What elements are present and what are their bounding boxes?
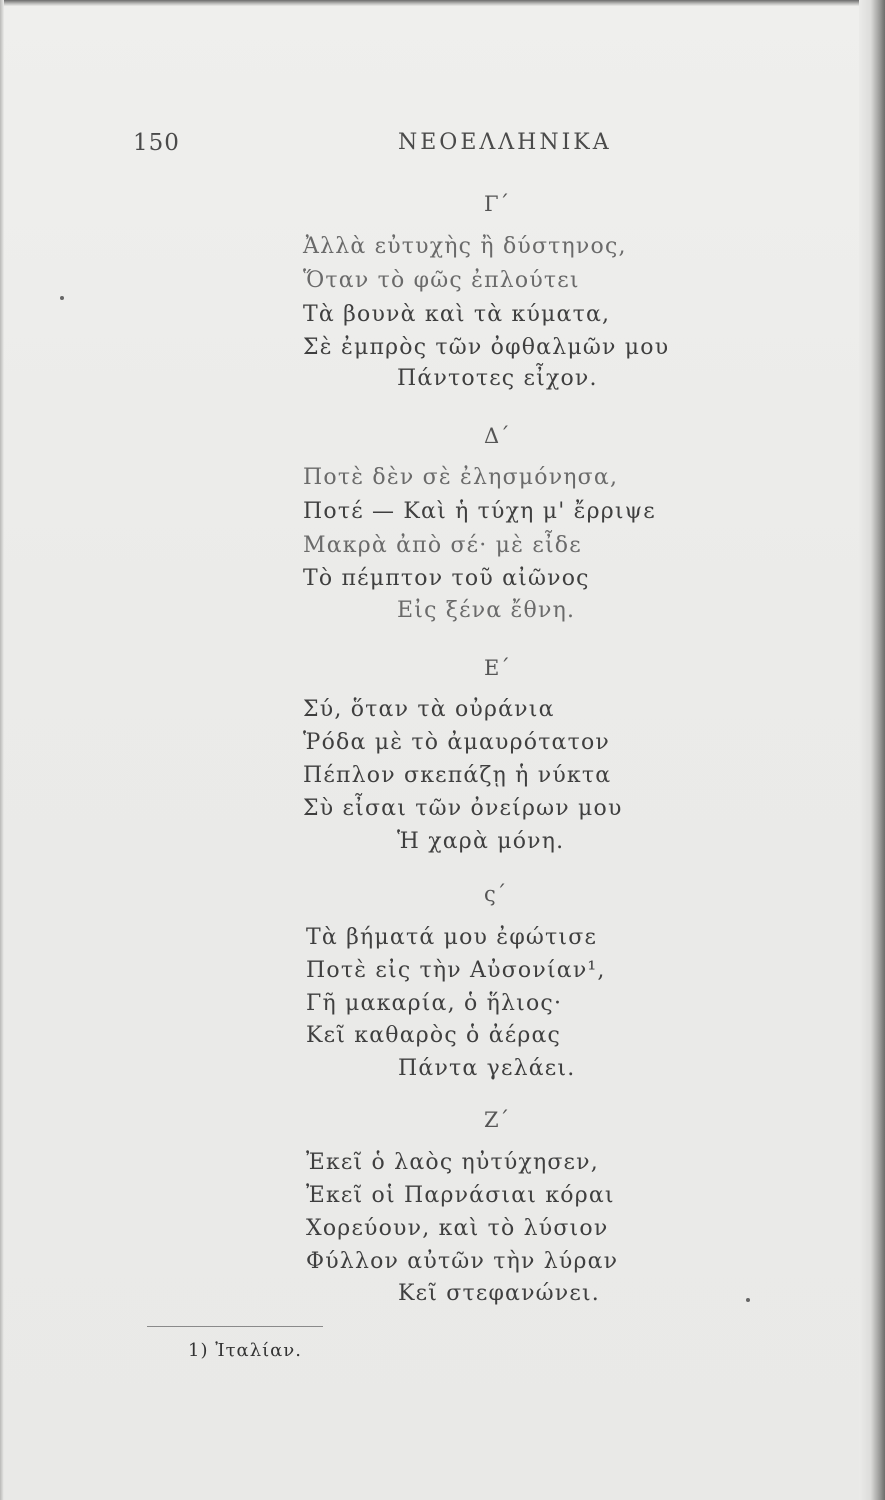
- verse-line: Σύ, ὅταν τὰ οὐράνια: [303, 697, 555, 722]
- verse-line: Φύλλον αὐτῶν τὴν λύραν: [306, 1249, 619, 1274]
- verse-line: Πέπλον σκεπάζῃ ἡ νύκτα: [303, 763, 612, 788]
- stanza-numeral: Δ΄: [484, 424, 510, 448]
- stanza-numeral: Γ΄: [484, 192, 510, 216]
- verse-line: Ποτέ — Καὶ ἡ τύχη μ' ἔρριψε: [303, 499, 656, 524]
- verse-line: Ἐκεῖ ὁ λαὸς ηὐτύχησεν,: [306, 1150, 599, 1175]
- page-top-edge: [0, 0, 885, 6]
- verse-line: Ῥόδα μὲ τὸ ἀμαυρότατον: [303, 730, 611, 755]
- verse-line: Κεῖ καθαρὸς ὁ ἀέρας: [306, 1023, 562, 1048]
- verse-line: Κεῖ στεφανώνει.: [398, 1281, 601, 1306]
- verse-line: Ὅταν τὸ φῶς ἐπλούτει: [303, 268, 580, 293]
- verse-line: Ἡ χαρὰ μόνη.: [397, 829, 565, 854]
- verse-line: Πάντα γελάει.: [398, 1056, 576, 1081]
- verse-line: Τὰ βήματά μου ἐφώτισε: [306, 925, 598, 950]
- verse-line: Ἀλλὰ εὐτυχὴς ἢ δύστηνος,: [303, 234, 627, 259]
- print-speck: [60, 296, 64, 300]
- page-left-edge: [0, 0, 4, 1500]
- verse-line: Τὰ βουνὰ καὶ τὰ κύματα,: [303, 302, 611, 327]
- verse-line: Σὺ εἶσαι τῶν ὀνείρων μου: [303, 796, 623, 821]
- print-speck: [746, 1298, 750, 1302]
- page-right-edge-shadow: [859, 0, 885, 1500]
- footnote: 1) Ἰταλίαν.: [188, 1340, 302, 1361]
- verse-line: Μακρὰ ἀπὸ σέ· μὲ εἶδε: [303, 533, 582, 558]
- verse-line: Πάντοτες εἶχον.: [397, 366, 598, 391]
- footnote-rule: [147, 1326, 323, 1327]
- stanza-numeral: Ε΄: [484, 656, 510, 680]
- verse-line: Τὸ πέμπτον τοῦ αἰῶνος: [303, 566, 590, 591]
- verse-line: Γῆ μακαρία, ὁ ἥλιος·: [306, 991, 563, 1016]
- verse-line: Σὲ ἐμπρὸς τῶν ὀφθαλμῶν μου: [303, 335, 670, 360]
- verse-line: Ἐκεῖ οἱ Παρνάσιαι κόραι: [306, 1183, 615, 1208]
- stanza-numeral: Ζ΄: [484, 1108, 510, 1132]
- stanza-numeral: ς΄: [484, 882, 507, 906]
- page-number: 150: [133, 130, 180, 156]
- verse-line: Ποτὲ εἰς τὴν Αὐσονίαν¹,: [306, 958, 606, 983]
- verse-line: Χορεύουν, καὶ τὸ λύσιον: [306, 1216, 609, 1241]
- verse-line: Εἰς ξένα ἔθνη.: [397, 598, 576, 623]
- verse-line: Ποτὲ δὲν σὲ ἐλησμόνησα,: [303, 465, 619, 490]
- running-title: ΝΕΟΕΛΛΗΝΙΚΑ: [398, 130, 612, 155]
